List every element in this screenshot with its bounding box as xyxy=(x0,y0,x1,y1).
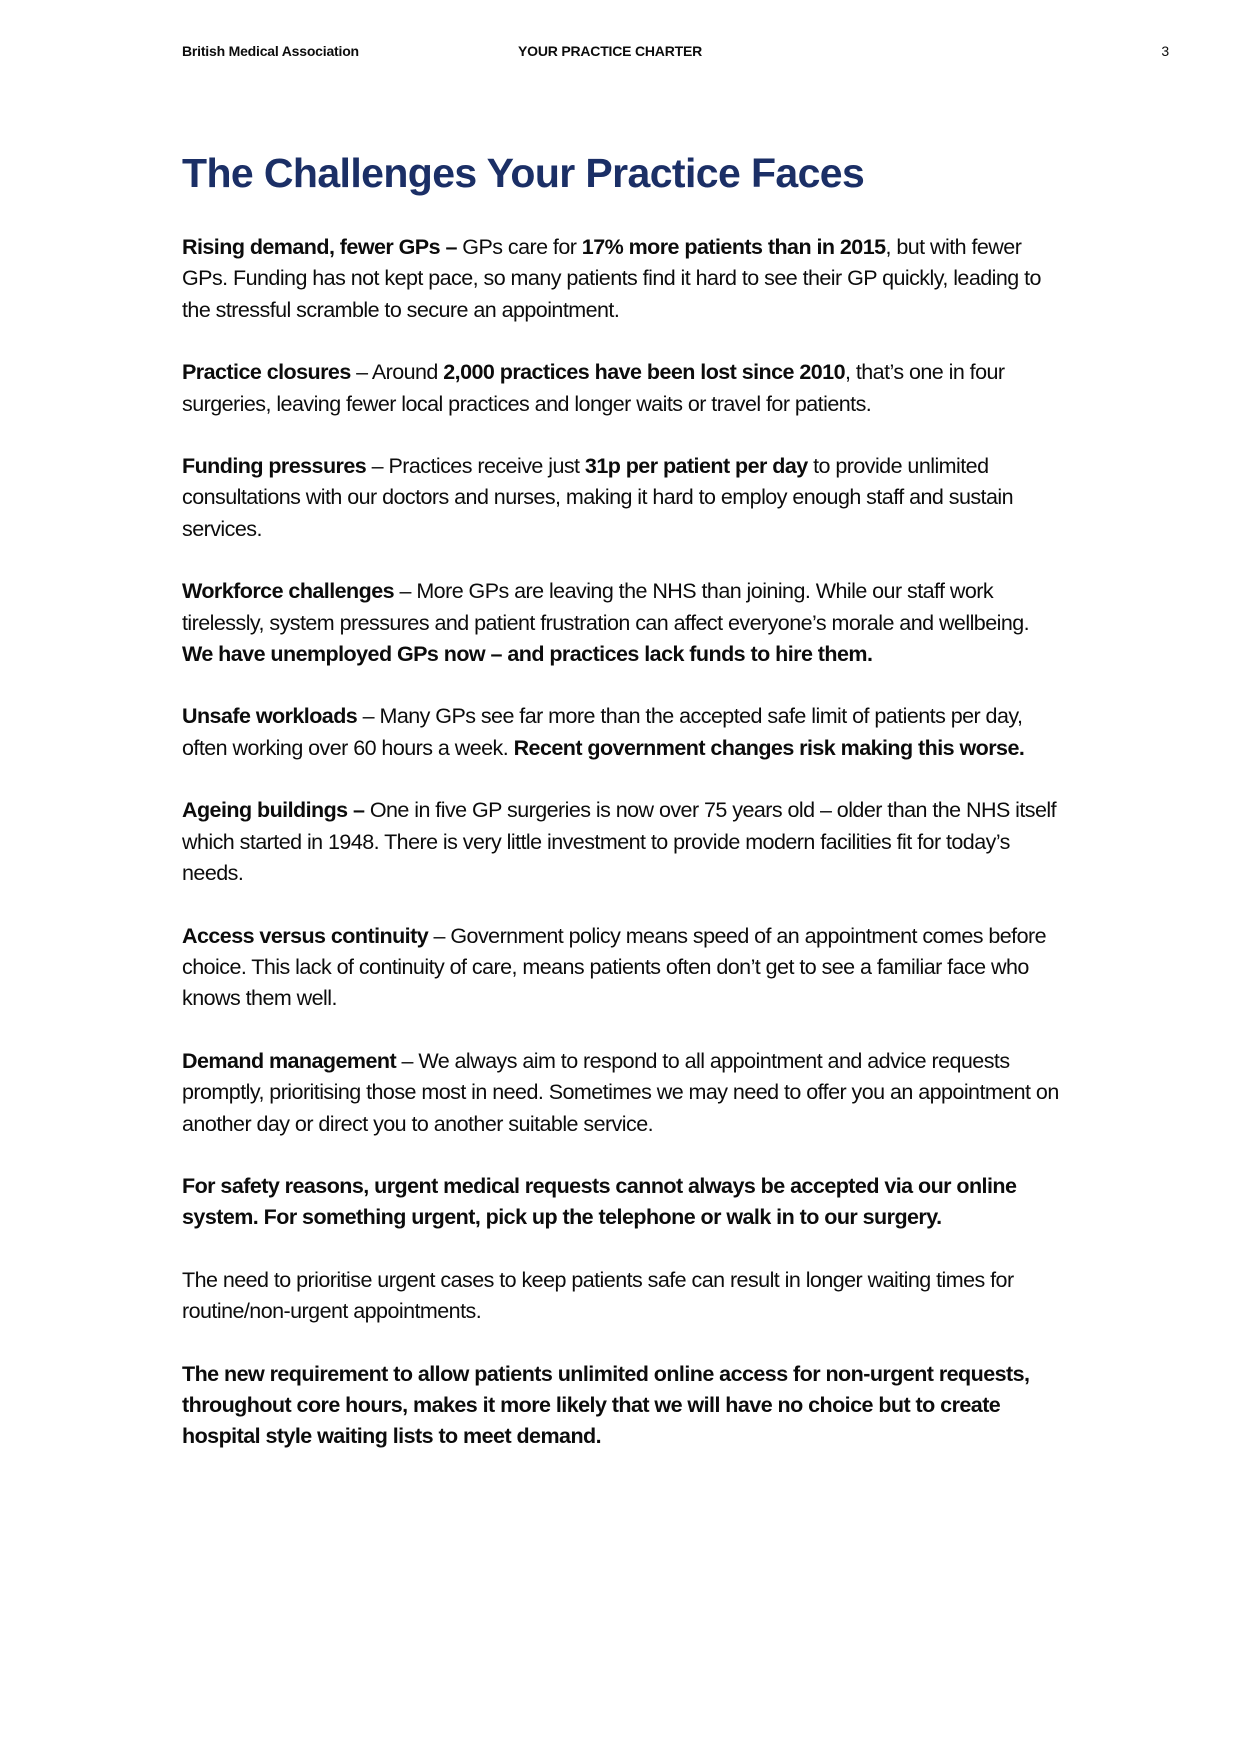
section-heading: Ageing buildings xyxy=(182,798,348,823)
section-dash: – xyxy=(347,798,370,823)
page-header xyxy=(182,40,1169,64)
section-text: to provide unlimited consultations with our doctors and nurses, making it hard to employ enough staff and sustain services. xyxy=(182,454,1014,541)
section-text: GPs care for xyxy=(462,235,582,259)
section-heading: Practice closures xyxy=(182,360,351,385)
urgent-notice xyxy=(182,1171,1062,1234)
requirement-notice xyxy=(182,1359,1062,1453)
page-number: 3 xyxy=(1161,43,1169,59)
waiting-note: The need to prioritise urgent cases to keep patients safe can result in longer waiting times for routine/non-urgent appointments. xyxy=(182,1267,1014,1324)
section-heading: Workforce challenges xyxy=(182,579,395,604)
section-heading: Unsafe workloads xyxy=(182,704,358,729)
main-content xyxy=(182,232,1062,1484)
organization-name: British Medical Association xyxy=(182,43,359,59)
section-highlight: 2,000 practices have been lost since 2010 xyxy=(443,360,845,385)
section-text: We always aim to respond to all appointment and advice requests promptly, prioritising those most in need. Sometimes we may need to offer you an appointment on another day or direct you to another suitable service. xyxy=(182,1048,1059,1136)
section-text: Practices receive just xyxy=(388,454,585,479)
section-text: One in five GP surgeries is now over 75 years old – older than the NHS itself which started in 1948. There is very little investment to provide modern facilities fit for today’s needs. xyxy=(182,798,1057,886)
section-text: , that’s one in four surgeries, leaving fewer local practices and longer waits or travel for patients. xyxy=(182,360,1005,416)
section-demand-management xyxy=(182,1046,1062,1140)
section-highlight: Recent government changes risk making this worse. xyxy=(513,735,1025,760)
requirement-notice-text: The new requirement to allow patients unlimited online access for non-urgent requests, throughout core hours, makes it more likely that we will have no choice but to create hospital style waiting lists to meet demand. xyxy=(182,1361,1030,1449)
section-heading: Demand management xyxy=(182,1048,397,1073)
section-highlight: 17% more patients than in 2015 xyxy=(581,235,886,259)
section-dash: – xyxy=(428,923,451,948)
section-heading: Access versus continuity xyxy=(182,923,429,948)
section-dash: – xyxy=(440,235,463,259)
document-title: YOUR PRACTICE CHARTER xyxy=(518,43,703,59)
section-text: Around xyxy=(371,360,444,385)
section-dash: – xyxy=(357,704,380,729)
section-dash: – xyxy=(366,454,389,479)
section-heading: Rising demand, fewer GPs xyxy=(182,235,441,259)
section-unsafe-workloads xyxy=(182,701,1062,764)
section-heading: Funding pressures xyxy=(182,454,367,479)
section-practice-closures xyxy=(182,357,1062,420)
section-text: , but with fewer GPs. Funding has not kept pace, so many patients find it hard to see their GP quickly, leading to the stressful scramble to secure an appointment. xyxy=(182,235,1041,322)
section-text: Many GPs see far more than the accepted safe limit of patients per day, often working over 60 hours a week. xyxy=(182,704,1023,760)
section-highlight: We have unemployed GPs now – and practices lack funds to hire them. xyxy=(182,642,873,667)
section-ageing-buildings xyxy=(182,795,1062,889)
section-dash: – xyxy=(396,1048,419,1073)
section-dash: – xyxy=(394,579,417,604)
section-rising-demand xyxy=(182,232,1062,326)
section-access-continuity xyxy=(182,921,1062,1015)
section-funding-pressures xyxy=(182,451,1062,545)
section-text: More GPs are leaving the NHS than joining. While our staff work tirelessly, system pressures and patient frustration can affect everyone’s morale and wellbeing. xyxy=(182,579,1030,635)
section-dash: – xyxy=(350,360,372,385)
section-highlight: 31p per patient per day xyxy=(584,454,808,479)
urgent-notice-text: For safety reasons, urgent medical requests cannot always be accepted via our online system. For something urgent, pick up the telephone or walk in to our surgery. xyxy=(182,1173,1017,1230)
section-workforce-challenges xyxy=(182,576,1062,670)
section-text: Government policy means speed of an appointment comes before choice. This lack of continuity of care, means patients often don’t get to see a familiar face who knows them well. xyxy=(182,923,1047,1011)
page-title: The Challenges Your Practice Faces xyxy=(182,150,865,196)
